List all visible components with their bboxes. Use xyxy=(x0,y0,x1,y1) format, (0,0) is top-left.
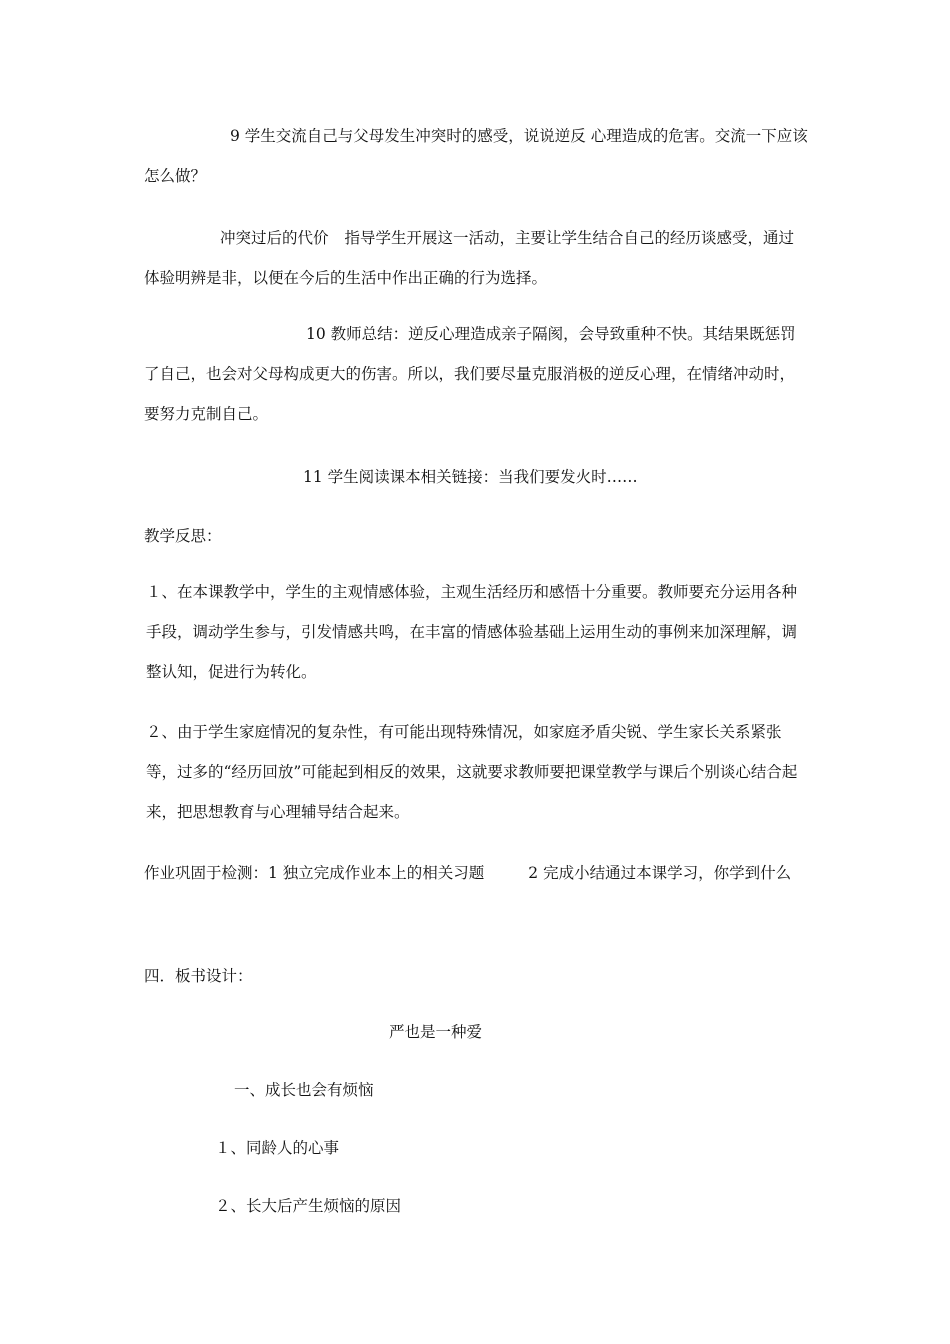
homework-paragraph xyxy=(144,853,808,893)
homework-part-2: 2 完成小结通过本课学习，你学到什么 xyxy=(528,864,792,882)
reflection-item-1: １、在本课教学中，学生的主观情感体验，主观生活经历和感悟十分重要。教师要充分运用各种手段，调动学生参与，引发情感共鸣，在丰富的情感体验基础上运用生动的事例来加深理解，调整认知，促进行为转化。 xyxy=(146,583,798,681)
homework-part-1: 作业巩固于检测：1 独立完成作业本上的相关习题 xyxy=(144,864,485,882)
activity-guidance: 指导学生开展这一活动，主要让学生结合自己的经历谈感受，通过体验明辨是非，以便在今后的生活中作出正确的行为选择。 xyxy=(144,229,795,287)
board-title: 严也是一种爱 xyxy=(389,1023,483,1041)
paragraph-teacher-summary: 10 教师总结：逆反心理造成亲子隔阂，会导致重种不快。其结果既惩罚了自己，也会对父母构成更大的伤害。所以，我们要尽量克服消极的逆反心理，在情绪冲动时，要努力克制自己。 xyxy=(144,325,796,423)
reflection-heading: 教学反思： xyxy=(144,527,222,545)
board-item-2: ２、长大后产生烦恼的原因 xyxy=(215,1197,402,1215)
paragraph-reading-link: 11 学生阅读课本相关链接：当我们要发火时…… xyxy=(303,468,638,486)
paragraph-conflict-cost xyxy=(144,218,808,298)
activity-title: 冲突过后的代价 xyxy=(220,229,329,247)
board-design-heading: 四．板书设计： xyxy=(144,967,253,985)
board-item-1: １、同龄人的心事 xyxy=(215,1139,340,1157)
board-section-1: 一、成长也会有烦恼 xyxy=(234,1081,374,1099)
paragraph-student-exchange: 9 学生交流自己与父母发生冲突时的感受，说说逆反 心理造成的危害。交流一下应该怎么做？ xyxy=(144,127,808,185)
reflection-item-2: ２、由于学生家庭情况的复杂性，有可能出现特殊情况，如家庭矛盾尖锐、学生家长关系紧张等，过多的“经历回放”可能起到相反的效果，这就要求教师要把课堂教学与课后个别谈心结合起来，把思想教育与心理辅导结合起来。 xyxy=(146,723,798,821)
